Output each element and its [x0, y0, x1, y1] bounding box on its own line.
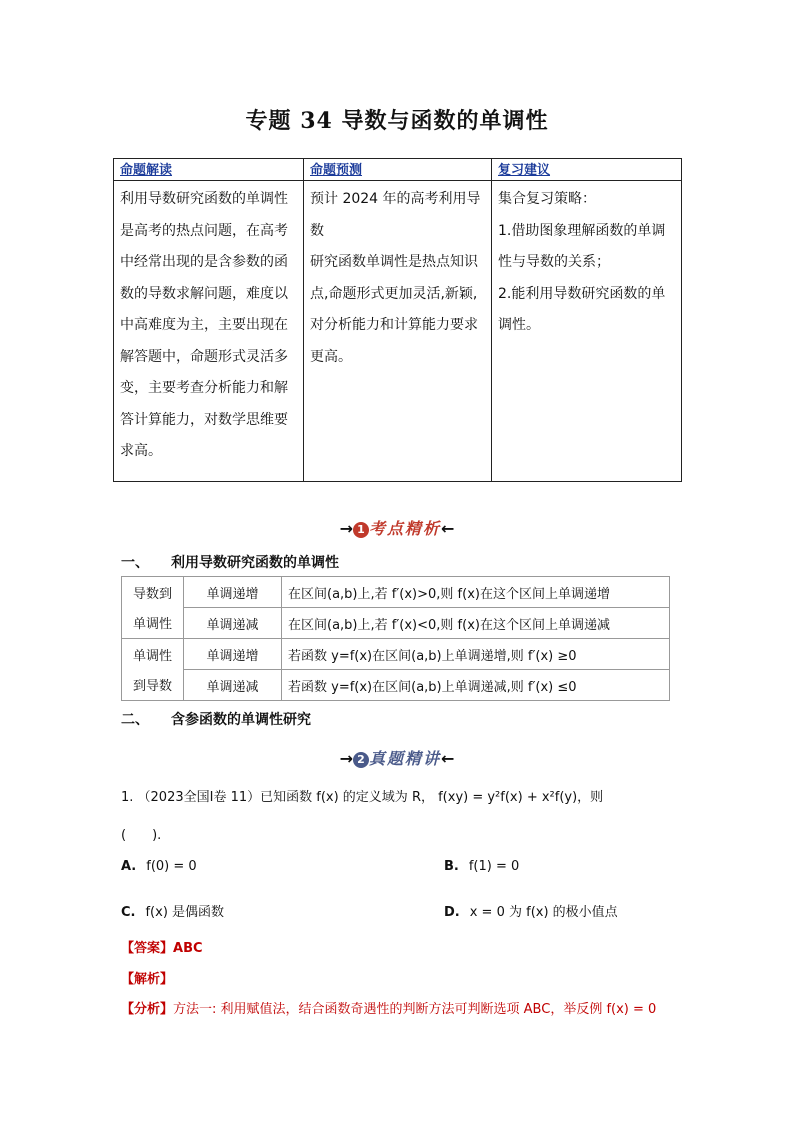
text-line: 数的导数求解问题，难度以 [120, 285, 288, 302]
heading-1 [121, 552, 339, 572]
option-d [444, 901, 618, 920]
text-line: 求高。 [120, 443, 162, 459]
text-line: 更高。 [310, 348, 352, 365]
header-prediction: 命题预测 [304, 159, 492, 181]
text-line: 1.借助图象理解函数的单调 [498, 222, 666, 239]
text-line: 调性。 [498, 317, 540, 333]
kind-cell: 单调递增 [184, 577, 282, 608]
arrow-left-icon: ← [441, 519, 455, 538]
kind-cell: 单调递增 [184, 639, 282, 670]
option-text: f(1) = 0 [468, 859, 520, 874]
section-label: 考点精析 [368, 519, 441, 538]
table-row [122, 639, 670, 670]
group-label: 单调性 [122, 608, 184, 639]
heading-text: 利用导数研究函数的单调性 [171, 555, 339, 571]
heading-number: 二、 [121, 712, 149, 728]
analysis-label: 【解析】 [121, 972, 174, 987]
section-header-exam-questions [0, 746, 794, 769]
option-label: A. [121, 859, 137, 874]
overview-table [113, 158, 682, 482]
desc-cell: 若函数 y=f(x)在区间(a,b)上单调递减,则 f′(x) ≤0 [282, 670, 670, 701]
analysis-text: 方法一: 利用赋值法，结合函数奇遇性的判断方法可判断选项 ABC，举反例 f(x) = 0 [173, 1002, 657, 1017]
answer-label: 【答案】 [121, 941, 174, 956]
suggestion-cell [492, 181, 682, 482]
answer-value: ABC [173, 941, 203, 956]
group-label: 导数到 [122, 577, 184, 608]
text-line: 研究函数单调性是热点知识 [310, 254, 478, 270]
option-c [121, 901, 224, 920]
section-header-key-points [0, 516, 794, 539]
text-line: 点,命题形式更加灵活,新颖, [310, 285, 478, 302]
kind-cell: 单调递减 [184, 670, 282, 701]
arrow-right-icon: → [339, 749, 353, 768]
table-row [122, 608, 670, 639]
text-line: 解答题中，命题形式灵活多 [120, 348, 288, 365]
number-1-icon: 1 [353, 522, 369, 538]
table-row [122, 670, 670, 701]
desc-cell: 若函数 y=f(x)在区间(a,b)上单调递增,则 f′(x) ≥0 [282, 639, 670, 670]
page-title: 专题 34 导数与函数的单调性 [245, 108, 549, 134]
option-a [121, 859, 197, 874]
prediction-cell [304, 181, 492, 482]
option-text: x = 0 为 f(x) 的极小值点 [469, 905, 618, 920]
table-row [122, 577, 670, 608]
text-line: 是高考的热点问题，在高考 [120, 222, 288, 239]
text-line: 利用导数研究函数的单调性 [120, 191, 288, 207]
header-interpretation: 命题解读 [114, 159, 304, 181]
option-text: f(0) = 0 [146, 859, 197, 874]
arrow-right-icon: → [339, 519, 353, 538]
text-line: 变，主要考查分析能力和解 [120, 380, 288, 396]
desc-cell: 在区间(a,b)上,若 f′(x)>0,则 f(x)在这个区间上单调递增 [282, 577, 670, 608]
text-line: 2.能利用导数研究函数的单 [498, 285, 666, 302]
number-2-icon: 2 [353, 752, 369, 768]
option-b [444, 859, 519, 874]
heading-2 [121, 709, 311, 729]
option-label: B. [444, 859, 459, 874]
option-text: f(x) 是偶函数 [145, 905, 225, 920]
answer-line [121, 937, 203, 956]
interpretation-cell [114, 181, 304, 482]
heading-number: 一、 [121, 555, 149, 571]
header-suggestion: 复习建议 [492, 159, 682, 181]
option-label: D. [444, 905, 460, 920]
kind-cell: 单调递减 [184, 608, 282, 639]
text-line: 集合复习策略： [498, 191, 596, 207]
section-label: 真题精讲 [368, 749, 441, 768]
analysis-line [121, 998, 681, 1017]
knowledge-table [121, 576, 670, 701]
heading-text: 含参函数的单调性研究 [171, 712, 311, 728]
question-blank: ( ). [121, 828, 162, 843]
text-line: 答计算能力，对数学思维要 [120, 411, 288, 428]
desc-cell: 在区间(a,b)上,若 f′(x)<0,则 f(x)在这个区间上单调递减 [282, 608, 670, 639]
analysis-tag: 【分析】 [121, 1002, 174, 1017]
group-label: 单调性 [122, 639, 184, 670]
question-stem: 1. （2023全国Ⅰ卷 11）已知函数 f(x) 的定义域为 R， f(xy) = y²f(x) + x²f(y)，则 [121, 790, 604, 805]
text-line: 中经常出现的是含参数的函 [120, 254, 288, 270]
arrow-left-icon: ← [441, 749, 455, 768]
option-label: C. [121, 905, 136, 920]
text-line: 中高难度为主，主要出现在 [120, 317, 288, 333]
text-line: 对分析能力和计算能力要求 [310, 317, 478, 333]
text-line: 预计 2024 年的高考利用导数 [310, 191, 481, 239]
group-label: 到导数 [122, 670, 184, 701]
text-line: 性与导数的关系； [498, 254, 610, 270]
